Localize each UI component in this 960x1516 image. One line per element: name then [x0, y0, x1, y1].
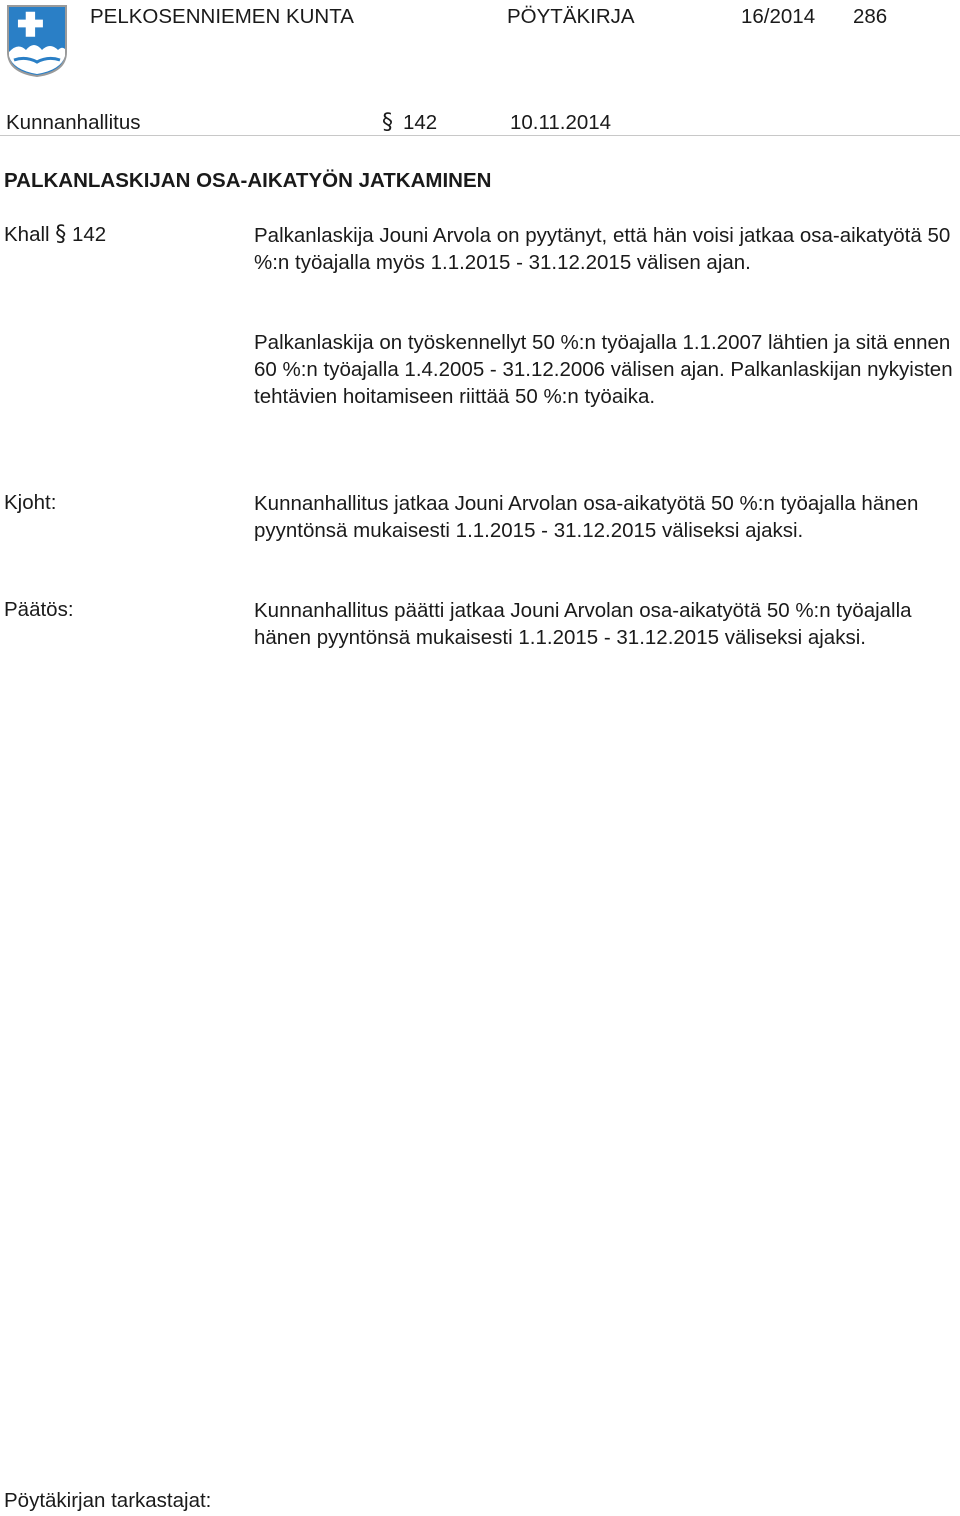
- header-divider: [0, 135, 960, 136]
- section-number: 142: [403, 111, 438, 134]
- body-paragraph-2: Palkanlaskija on työskennellyt 50 %:n työajalla 1.1.2007 lähtien ja sitä ennen 60 %:n työajalla 1.4.2005 - 31.12.2006 välisen ajan. Palkanlaskijan nykyisten tehtävien hoitamiseen riittää 50 %:n työaika.: [254, 331, 953, 408]
- meeting-date: 10.11.2014: [510, 111, 612, 134]
- page-number: 286: [853, 5, 888, 28]
- decision-text: Kunnanhallitus päätti jatkaa Jouni Arvolan osa-aikatyötä 50 %:n työajalla hänen pyyntönsä mukaisesti 1.1.2015 - 31.12.2015 väliseksi ajaksi.: [254, 599, 912, 649]
- meeting-body: Kunnanhallitus: [6, 111, 141, 134]
- proposal-label: Kjoht:: [4, 491, 57, 514]
- coat-of-arms-icon: [6, 4, 68, 78]
- body-paragraph-1: Palkanlaskija Jouni Arvola on pyytänyt, että hän voisi jatkaa osa-aikatyötä 50 %:n työajalla myös 1.1.2015 - 31.12.2015 välisen ajan.: [254, 224, 951, 274]
- checkers-label: Pöytäkirjan tarkastajat:: [4, 1489, 212, 1512]
- khall-label: [4, 222, 106, 248]
- meeting-number: 16/2014: [741, 5, 816, 28]
- khall-section-sign: §: [55, 222, 67, 247]
- document-type: PÖYTÄKIRJA: [507, 5, 635, 28]
- section-sign: §: [382, 110, 393, 135]
- decision-label: Päätös:: [4, 598, 74, 621]
- page-title: PALKANLASKIJAN OSA-AIKATYÖN JATKAMINEN: [4, 169, 492, 192]
- municipality-name: PELKOSENNIEMEN KUNTA: [90, 5, 354, 28]
- proposal-text: Kunnanhallitus jatkaa Jouni Arvolan osa-aikatyötä 50 %:n työajalla hänen pyyntönsä mukaisesti 1.1.2015 - 31.12.2015 väliseksi ajaksi.: [254, 492, 919, 542]
- khall-label-text: Khall: [4, 223, 50, 246]
- khall-section-number: 142: [72, 223, 107, 246]
